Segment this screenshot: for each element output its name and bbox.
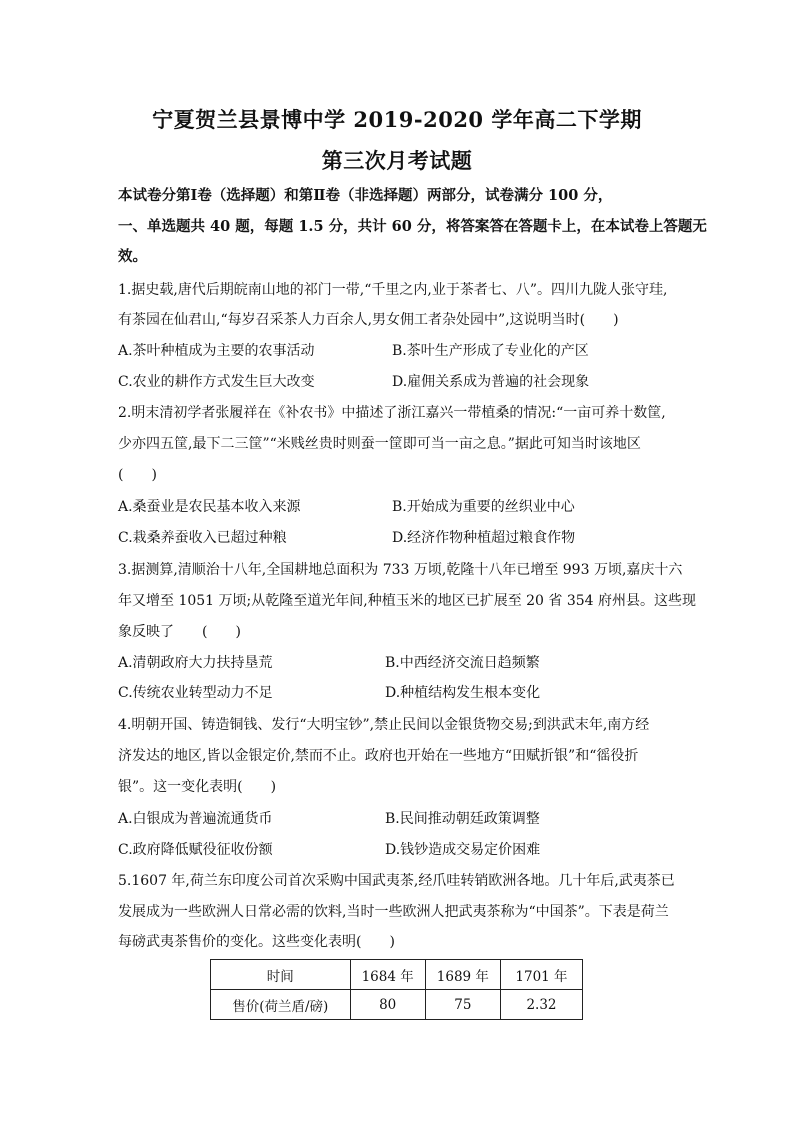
question-1-option-a: A.茶叶种植成为主要的农事活动 (118, 343, 315, 359)
question-2-text: 少亦四五筐,最下二三筐”“米贱丝贵时则蚕一筐即可当一亩之息。”据此可知当时该地区 (118, 436, 641, 452)
question-4-text: 济发达的地区,皆以金银定价,禁而不止。政府也开始在一些地方“田赋折银”和“徭役折 (118, 748, 639, 764)
price-table (210, 959, 583, 1020)
question-1-option-c: C.农业的耕作方式发生巨大改变 (118, 374, 315, 390)
question-5-text: 发展成为一些欧洲人日常必需的饮料,当时一些欧洲人把武夷茶称为“中国茶”。下表是荷兰 (118, 904, 669, 920)
table-header-cell: 时间 (211, 960, 351, 990)
question-4-option-a: A.白银成为普遍流通货币 (118, 811, 273, 827)
table-header-cell: 1689 年 (425, 960, 500, 990)
question-5-text: 每磅武夷茶售价的变化。这些变化表明( ) (118, 934, 395, 950)
table-cell: 75 (425, 990, 500, 1020)
question-2-option-d: D.经济作物种植超过粮食作物 (392, 530, 576, 546)
table-cell: 80 (350, 990, 425, 1020)
question-4-option-d: D.钱钞造成交易定价困难 (385, 842, 541, 858)
question-4-option-b: B.民间推动朝廷政策调整 (385, 811, 540, 827)
question-3-option-c: C.传统农业转型动力不足 (118, 685, 273, 701)
question-2-text: ( ) (118, 467, 157, 483)
question-4-text: 银”。这一变化表明( ) (118, 779, 277, 795)
exam-subtitle: 第三次月考试题 (321, 148, 473, 173)
exam-title: 宁夏贺兰县景博中学 2019-2020 学年高二下学期 (152, 107, 642, 132)
intro-line: 本试卷分第Ⅰ卷（选择题）和第Ⅱ卷（非选择题）两部分，试卷满分 100 分， (118, 187, 613, 204)
question-3-option-b: B.中西经济交流日趋频繁 (385, 655, 540, 671)
table-header-row (211, 960, 583, 990)
question-1-option-d: D.雇佣关系成为普遍的社会现象 (392, 374, 590, 390)
question-4-text: 4.明朝开国、铸造铜钱、发行“大明宝钞”,禁止民间以金银货物交易;到洪武末年,南方经 (118, 717, 650, 733)
question-3-option-d: D.种植结构发生根本变化 (385, 685, 541, 701)
question-3-text: 3.据测算,清顺治十八年,全国耕地总面积为 733 万顷,乾隆十八年已增至 993 万顷,嘉庆十六 (118, 562, 683, 578)
intro-line: 效。 (118, 248, 147, 265)
intro-line: 一、单选题共 40 题，每题 1.5 分，共计 60 分，将答案答在答题卡上，在本试卷上答题无 (118, 218, 707, 235)
question-2-option-b: B.开始成为重要的丝织业中心 (392, 499, 575, 515)
question-5-text: 5.1607 年,荷兰东印度公司首次采购中国武夷茶,经爪哇转销欧洲各地。几十年后,武夷茶已 (118, 873, 675, 889)
question-2-option-a: A.桑蚕业是农民基本收入来源 (118, 499, 301, 515)
table-header-cell: 1701 年 (500, 960, 582, 990)
table-row (211, 990, 583, 1020)
question-1-text: 有茶园在仙君山,“每岁召采茶人力百余人,男女佣工者杂处园中”,这说明当时( ) (118, 312, 619, 328)
question-4-option-c: C.政府降低赋役征收份额 (118, 842, 273, 858)
question-1-text: 1.据史载,唐代后期皖南山地的祁门一带,“千里之内,业于茶者七、八”。四川九陇人张守珪, (118, 282, 668, 298)
table-header-cell: 1684 年 (350, 960, 425, 990)
table-cell: 售价(荷兰盾/磅) (211, 990, 351, 1020)
question-3-option-a: A.清朝政府大力扶持垦荒 (118, 655, 273, 671)
question-3-text: 象反映了 ( ) (118, 624, 241, 640)
question-3-text: 年又增至 1051 万顷;从乾隆至道光年间,种植玉米的地区已扩展至 20 省 354 府州县。这些现 (118, 593, 697, 609)
question-2-text: 2.明末清初学者张履祥在《补农书》中描述了浙江嘉兴一带植桑的情况:“一亩可养十数筐, (118, 405, 666, 421)
table-cell: 2.32 (500, 990, 582, 1020)
question-2-option-c: C.栽桑养蚕收入已超过种粮 (118, 530, 287, 546)
question-1-option-b: B.茶叶生产形成了专业化的产区 (392, 343, 589, 359)
